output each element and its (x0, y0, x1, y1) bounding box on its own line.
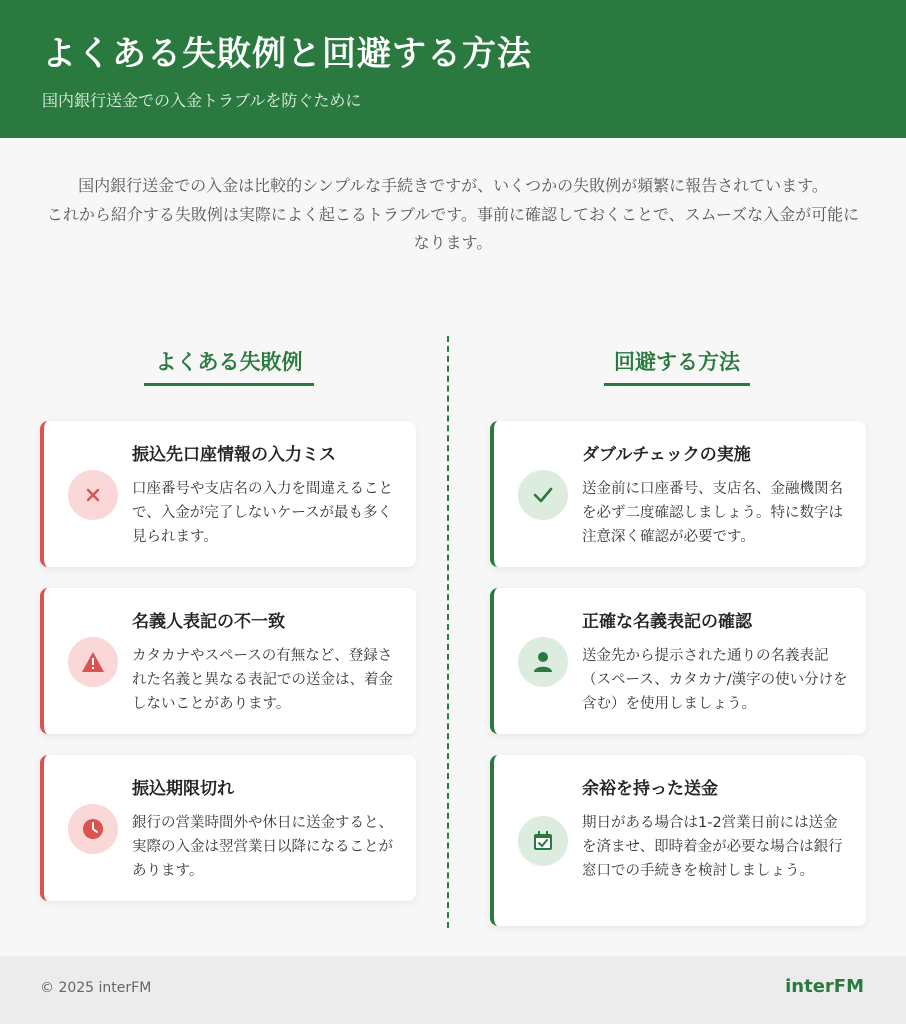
failure-description: カタカナやスペースの有無など、登録された名義と異なる表記での送金は、着金しないことがあります。 (132, 648, 393, 712)
warning-icon (68, 637, 118, 687)
solution-description: 送金前に口座番号、支店名、金融機関名を必ず二度確認しましょう。特に数字は注意深く確認が必要です。 (582, 481, 843, 545)
footer-brand: interFM (785, 976, 864, 997)
solution-title: ダブルチェックの実施 (582, 445, 751, 465)
page-header (0, 0, 906, 138)
failure-title: 振込先口座情報の入力ミス (132, 445, 336, 465)
solution-title: 余裕を持った送金 (582, 779, 718, 799)
failure-title: 振込期限切れ (132, 779, 234, 799)
copyright-text: © 2025 interFM (40, 980, 152, 996)
page-title: よくある失敗例と回避する方法 (42, 34, 532, 74)
intro-text (44, 172, 862, 258)
calendar-check-icon (518, 816, 568, 866)
clock-icon (68, 804, 118, 854)
solution-title: 正確な名義表記の確認 (582, 612, 752, 632)
page-subtitle: 国内銀行送金での入金トラブルを防ぐために (42, 91, 362, 110)
failure-card-deadline (40, 755, 416, 901)
person-icon (518, 637, 568, 687)
failures-heading: よくある失敗例 (144, 346, 314, 386)
intro-line-2: これから紹介する失敗例は実際によく起こるトラブルです。事前に確認しておくことで、スムーズな入金が可能になります。 (46, 204, 860, 252)
solution-card-name-check (490, 588, 866, 734)
solution-card-early-transfer (490, 755, 866, 926)
solution-card-double-check (490, 421, 866, 567)
column-divider (447, 336, 449, 928)
solutions-heading: 回避する方法 (604, 346, 750, 386)
failure-card-name-mismatch (40, 588, 416, 734)
failure-description: 銀行の営業時間外や休日に送金すると、実際の入金は翌営業日以降になることがあります。 (132, 815, 393, 879)
intro-line-1: 国内銀行送金での入金は比較的シンプルな手続きですが、いくつかの失敗例が頻繁に報告されています。 (78, 176, 828, 195)
solution-description: 期日がある場合は1-2営業日前には送金を済ませ、即時着金が必要な場合は銀行窓口での手続きを検討しましょう。 (582, 815, 843, 879)
failure-card-input-error (40, 421, 416, 567)
failure-title: 名義人表記の不一致 (132, 612, 285, 632)
x-icon (68, 470, 118, 520)
check-icon (518, 470, 568, 520)
failure-description: 口座番号や支店名の入力を間違えることで、入金が完了しないケースが最も多く見られます。 (132, 481, 393, 545)
solution-description: 送金先から提示された通りの名義表記（スペース、カタカナ/漢字の使い分けを含む）を使用しましょう。 (582, 648, 848, 712)
page-footer (0, 956, 906, 1024)
